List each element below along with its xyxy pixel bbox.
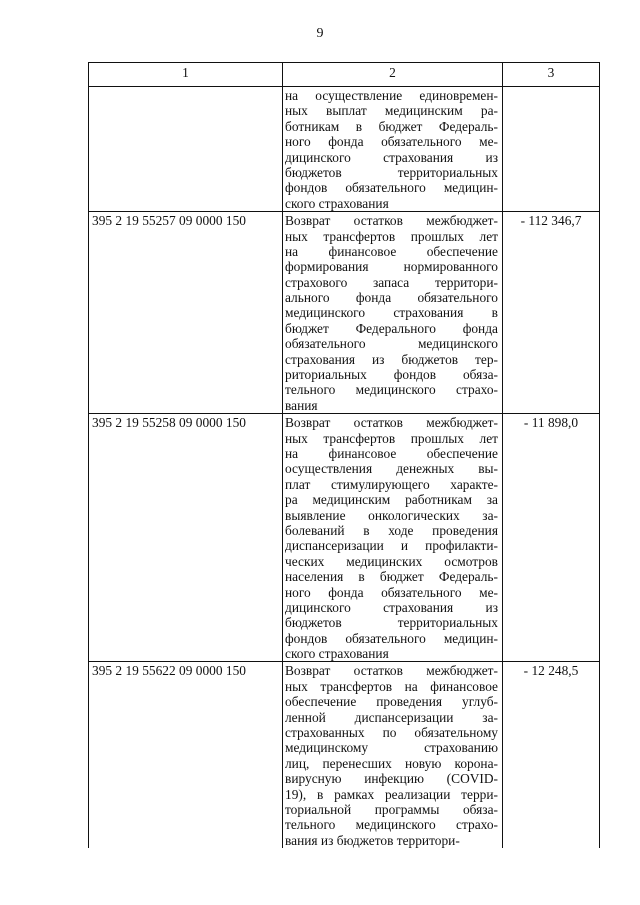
column-header-description: 2: [283, 63, 503, 87]
column-header-code: 1: [89, 63, 283, 87]
description-line: ных трансфертов прошлых лет: [285, 430, 498, 446]
description-line: населения в бюджет Федераль-: [285, 569, 498, 585]
description-line: риториальных фондов обяза-: [285, 367, 498, 383]
description-line: ческих медицинских осмотров: [285, 553, 498, 569]
description-cell: [283, 414, 503, 662]
description-line: ных трансфертов на финансовое: [285, 678, 498, 694]
description-line: ного фонда обязательного ме-: [285, 584, 498, 600]
description-line: ных трансфертов прошлых лет: [285, 228, 498, 244]
description-line: страхованных по обязательному: [285, 725, 498, 741]
table-row: [89, 662, 600, 848]
description-line: осуществления денежных вы-: [285, 461, 498, 477]
description-line: тельного медицинского страхо-: [285, 817, 498, 833]
description-line: медицинскому страхованию: [285, 740, 498, 756]
description-cell: [283, 662, 503, 848]
description-line: на осуществление единовремен-: [285, 88, 498, 103]
budget-code-cell: [89, 87, 283, 212]
description-line: фондов обязательного медицин-: [285, 630, 498, 646]
description-line: дицинского страхования из: [285, 599, 498, 615]
description-cell: [283, 212, 503, 414]
description-line: болеваний в ходе проведения: [285, 522, 498, 538]
description-line: ленной диспансеризации за-: [285, 709, 498, 725]
description-line: ботникам в бюджет Федераль-: [285, 118, 498, 134]
description-line: фондов обязательного медицин-: [285, 180, 498, 196]
amount-cell: [503, 87, 600, 212]
description-line: плат стимулирующего характе-: [285, 476, 498, 492]
table-body: [89, 87, 600, 849]
description-line: ского страхования: [285, 646, 389, 662]
table-row: [89, 212, 600, 414]
table-row: [89, 87, 600, 212]
description-line: диспансеризации и профилакти-: [285, 538, 498, 554]
description-line: вания из бюджетов территори-: [285, 832, 460, 848]
description-line: ского страхования: [285, 195, 389, 211]
page-number: 9: [316, 26, 324, 41]
column-header-amount: 3: [503, 63, 600, 87]
description-line: вирусную инфекцию (COVID-: [285, 771, 498, 787]
description-line: ального фонда обязательного: [285, 290, 498, 306]
description-line: ра медицинским работникам за: [285, 492, 498, 508]
amount-cell: - 12 248,5: [503, 662, 600, 848]
description-line: 19), в рамках реализации терри-: [285, 786, 498, 802]
description-line: Возврат остатков межбюджет-: [285, 415, 498, 431]
description-line: страхования из бюджетов тер-: [285, 351, 498, 367]
budget-code-cell: 395 2 19 55622 09 0000 150: [89, 662, 283, 848]
description-line: ториальной программы обяза-: [285, 801, 498, 817]
table-header-row: [89, 63, 600, 87]
description-line: бюджетов территориальных: [285, 164, 498, 180]
description-line: ных выплат медицинским ра-: [285, 103, 498, 119]
description-line: дицинского страхования из: [285, 149, 498, 165]
description-line: медицинского страхования в: [285, 305, 498, 321]
description-line: тельного медицинского страхо-: [285, 382, 498, 398]
budget-code-cell: 395 2 19 55257 09 0000 150: [89, 212, 283, 414]
budget-table: [88, 62, 600, 848]
budget-code-cell: 395 2 19 55258 09 0000 150: [89, 414, 283, 662]
description-line: обязательного медицинского: [285, 336, 498, 352]
description-line: Возврат остатков межбюджет-: [285, 663, 498, 679]
description-line: бюджет Федерального фонда: [285, 320, 498, 336]
description-line: формирования нормированного: [285, 259, 498, 275]
description-line: выявление онкологических за-: [285, 507, 498, 523]
description-line: бюджетов территориальных: [285, 615, 498, 631]
description-line: Возврат остатков межбюджет-: [285, 213, 498, 229]
description-line: вания: [285, 397, 318, 413]
description-line: ного фонда обязательного ме-: [285, 134, 498, 150]
description-line: на финансовое обеспечение: [285, 243, 498, 259]
description-cell: [283, 87, 503, 212]
amount-cell: - 11 898,0: [503, 414, 600, 662]
table-row: [89, 414, 600, 662]
description-line: лиц, перенесших новую корона-: [285, 755, 498, 771]
description-line: страхового запаса территори-: [285, 274, 498, 290]
description-line: обеспечение проведения углуб-: [285, 694, 498, 710]
amount-cell: - 112 346,7: [503, 212, 600, 414]
description-line: на финансовое обеспечение: [285, 445, 498, 461]
